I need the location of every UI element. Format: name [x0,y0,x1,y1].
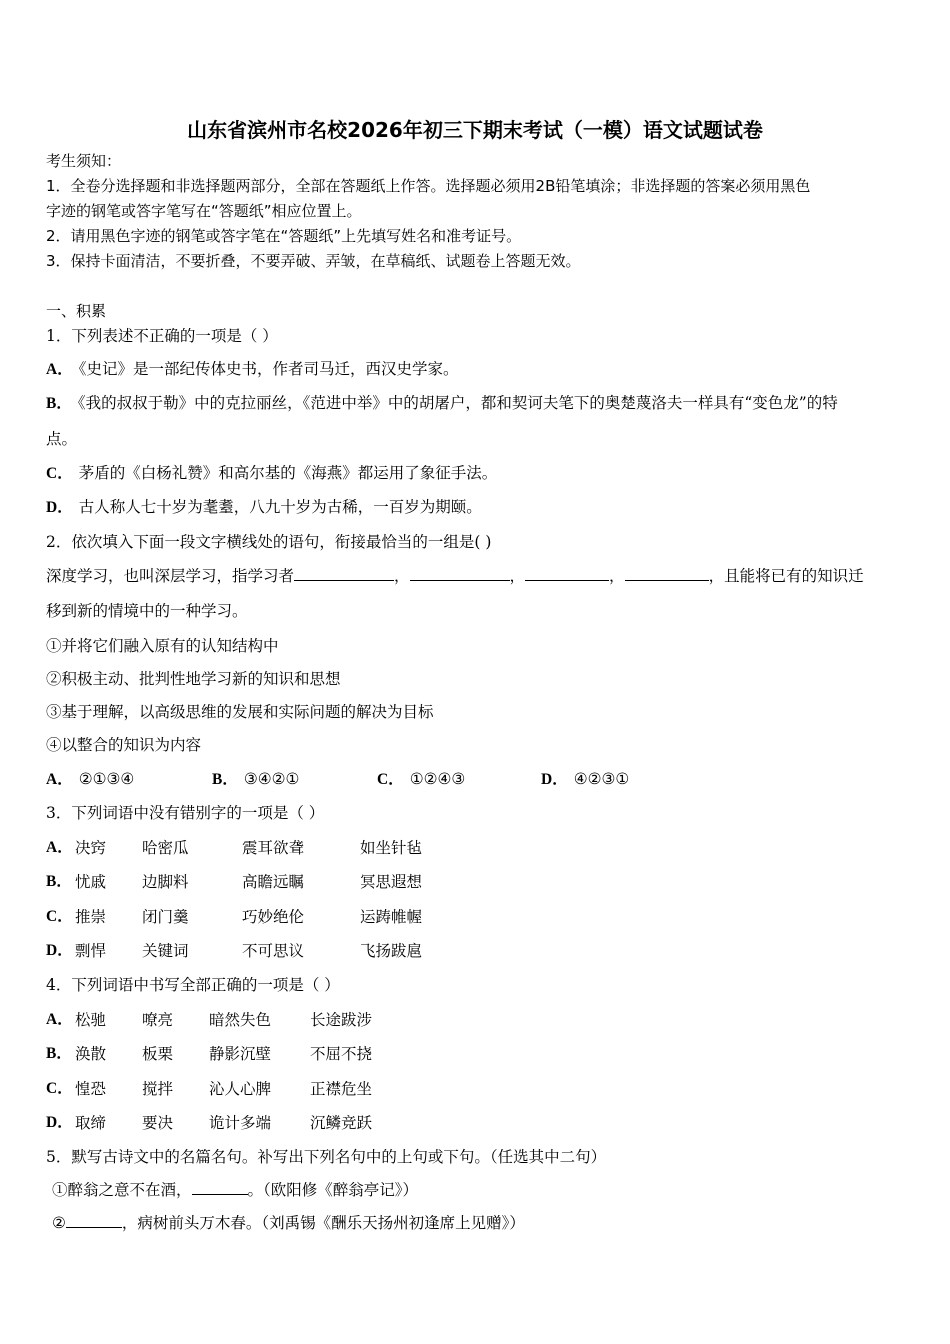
option-word: 取缔 [75,1113,107,1132]
fill-item [52,1213,525,1233]
question-stem: 3．下列词语中没有错别字的一项是（ ） [46,804,325,822]
option-word: 沉鳞竞跃 [310,1113,373,1132]
option-word: 决窍 [75,839,107,857]
option-text: ②①③④ [78,770,135,788]
passage-start: 深度学习，也叫深层学习，指学习者 [46,567,295,585]
fill-before: ①醉翁之意不在酒， [52,1181,192,1199]
option-b-continued: 点。 [46,430,78,448]
option-word: 惶恐 [75,1079,107,1098]
option-word: 静影沉壁 [209,1045,272,1064]
option-text: 古人称人七十岁为耄耋，八九十岁为古稀，一百岁为期颐。 [78,498,482,516]
option-word: 暗然失色 [209,1011,272,1029]
question-stem: 4．下列词语中书写全部正确的一项是（ ） [46,976,340,994]
option-b [212,769,299,790]
option-label: D． [46,499,73,516]
page-title: 山东省滨州市名校2026年初三下期末考试（一模）语文试题试卷 [187,118,763,142]
option-text: 《我的叔叔于勒》中的克拉丽丝，《范进中举》中的胡屠户，都和契诃夫笔下的奥楚蔑洛夫一样具有“变色龙”的特 [77,394,838,412]
option-word: 关键词 [142,941,189,960]
option-a [46,769,134,790]
option-word: 边脚料 [142,873,189,892]
option-label: A． [46,1011,73,1028]
option-word: 冥思遐想 [360,873,423,892]
option-word: 正襟危坐 [310,1079,373,1098]
sentence: ②积极主动、批判性地学习新的知识和思想 [46,670,341,688]
notice-heading: 考生须知： [46,152,122,170]
option-word: 不屈不挠 [310,1045,373,1064]
fill-after: 。（欧阳修《醉翁亭记》） [247,1181,419,1199]
option-label: B． [212,771,238,788]
option-word: 板栗 [142,1045,174,1064]
option-c [377,769,465,790]
option-word: 要决 [142,1113,174,1132]
sentence: ④以整合的知识为内容 [46,736,202,754]
option-label: D． [46,941,73,959]
option-word: 诡计多端 [209,1113,272,1132]
answer-blank [66,1213,122,1228]
fill-after: ，病树前头万木春。（刘禹锡《酬乐天扬州初逢席上见赠》） [121,1214,525,1232]
option-word: 闭门羹 [142,907,189,926]
passage-end: ，且能将已有的知识迁 [708,567,864,585]
option-word: 哈密瓜 [142,839,189,857]
answer-blank [192,1180,248,1195]
option-text: ④②③① [573,770,630,788]
option-word: 长途跋涉 [310,1011,373,1029]
option-label: D． [541,771,568,788]
option-word: 巧妙绝伦 [242,907,305,926]
blank [525,566,609,581]
option-word: 松驰 [75,1011,107,1029]
sentence: ①并将它们融入原有的认知结构中 [46,637,279,655]
option-label: B． [46,1045,72,1063]
option-word: 搅拌 [142,1079,174,1098]
passage-line: 深度学习，也叫深层学习，指学习者 ， ， ， ，且能将已有的知识迁 [46,567,864,585]
option-text: 《史记》是一部纪传体史书，作者司马迁，西汉史学家。 [78,360,459,378]
option-d [46,497,482,518]
notice-item: 字迹的钢笔或答字笔写在“答题纸”相应位置上。 [46,202,362,220]
question-stem: 1．下列表述不正确的一项是（ ） [46,327,278,345]
option-label: A． [46,361,73,378]
notice-item: 1．全卷分选择题和非选择题两部分，全部在答题纸上作答。选择题必须用2B铅笔填涂；非选择题的答案必须用黑色 [46,177,811,195]
option-word: 嘹亮 [142,1011,174,1029]
option-word: 不可思议 [242,941,305,960]
option-word: 飞扬跋扈 [360,941,423,960]
option-label: C． [46,465,73,482]
option-label: B． [46,395,72,412]
option-word: 推崇 [75,907,107,926]
option-word: 震耳欲聋 [242,839,305,857]
option-label: D． [46,1113,73,1131]
option-label: C． [46,907,73,925]
option-label: A． [46,839,73,856]
blank [410,566,510,581]
option-text: ③④②① [243,770,300,788]
option-a [46,359,458,380]
option-label: B． [46,873,72,891]
option-b [46,393,838,414]
option-word: 如坐针毡 [360,839,423,857]
option-word: 高瞻远瞩 [242,873,305,892]
option-label: C． [46,1079,73,1097]
option-c [46,463,497,484]
notice-item: 3．保持卡面清洁，不要折叠，不要弄破、弄皱，在草稿纸、试题卷上答题无效。 [46,252,581,270]
blank [625,566,709,581]
fill-item [52,1180,418,1200]
question-stem: 2．依次填入下面一段文字横线处的语句，衔接最恰当的一组是( ) [46,533,492,551]
option-text: ①②④③ [409,770,466,788]
section-heading: 一、积累 [46,302,107,320]
fill-before: ② [52,1214,66,1232]
passage-line: 移到新的情境中的一种学习。 [46,602,248,620]
option-label: C． [377,771,404,788]
sentence: ③基于理解，以高级思维的发展和实际问题的解决为目标 [46,703,434,721]
option-d [541,769,629,790]
option-word: 涣散 [75,1045,107,1064]
option-word: 运踌帷幄 [360,907,423,926]
question-stem: 5．默写古诗文中的名篇名句。补写出下列名句中的上句或下句。（任选其中二句） [46,1148,607,1166]
option-word: 剽悍 [75,941,107,960]
option-label: A． [46,771,73,788]
notice-item: 2．请用黑色字迹的钢笔或答字笔在“答题纸”上先填写姓名和准考证号。 [46,227,522,245]
option-word: 沁人心脾 [209,1079,272,1098]
option-text: 茅盾的《白杨礼赞》和高尔基的《海燕》都运用了象征手法。 [78,464,498,482]
blank [294,566,394,581]
option-word: 忧戚 [75,873,107,892]
